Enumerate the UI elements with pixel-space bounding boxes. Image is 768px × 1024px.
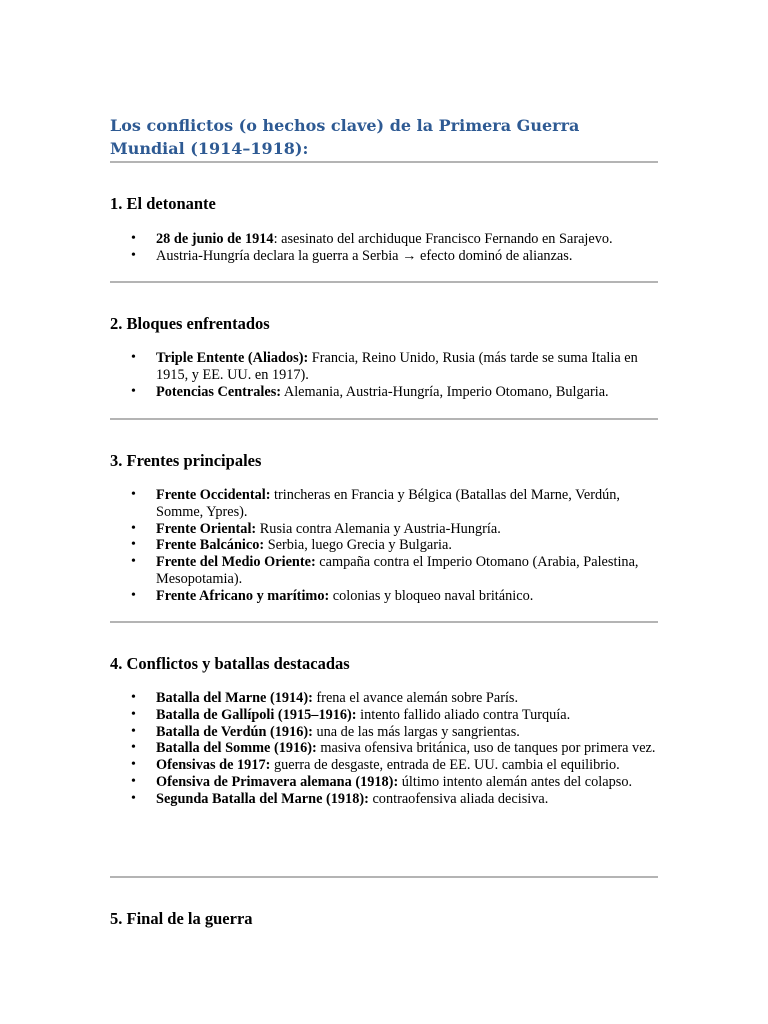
bullet-term: Potencias Centrales:	[156, 383, 282, 400]
list-item	[110, 350, 658, 384]
bullet-text: Serbia, luego Grecia y Bulgaria.	[264, 537, 452, 554]
list-item	[110, 248, 658, 265]
bullet-text: colonias y bloqueo naval británico.	[329, 587, 534, 604]
bullet-icon: •	[131, 773, 136, 789]
bullet-icon: •	[131, 350, 136, 365]
bullet-icon: •	[131, 706, 136, 722]
bullet-text: último intento alemán antes del colapso.	[398, 773, 633, 790]
bullet-term: Frente del Medio Oriente:	[156, 554, 316, 571]
list-item	[110, 724, 658, 741]
bullet-text: Francia, Reino Unido, Rusia (más tarde se suma Italia en 1915, y EE. UU. en 1917).	[156, 350, 638, 383]
bullet-text: contraofensiva aliada decisiva.	[368, 790, 549, 807]
bullet-list	[110, 690, 658, 808]
section-heading: 3. Frentes principales	[110, 451, 262, 470]
list-item	[110, 521, 658, 538]
bullet-term: Batalla del Marne (1914):	[156, 690, 313, 706]
bullet-term: Ofensivas de 1917:	[156, 757, 271, 774]
bullet-term: Ofensiva de Primavera alemana (1918):	[156, 773, 399, 790]
list-item	[110, 537, 658, 554]
section-divider	[110, 621, 658, 623]
bullet-term: Segunda Batalla del Marne (1918):	[156, 790, 369, 807]
bullet-term: Frente Africano y marítimo:	[156, 587, 330, 604]
bullet-term: Batalla del Somme (1916):	[156, 740, 317, 757]
bullet-icon: •	[131, 554, 136, 570]
list-item	[110, 554, 658, 588]
list-item	[110, 791, 658, 808]
bullet-term: Triple Entente (Aliados):	[156, 350, 309, 366]
bullet-icon: •	[131, 487, 136, 502]
list-item	[110, 774, 658, 791]
bullet-list	[110, 487, 658, 605]
bullet-icon: •	[131, 537, 136, 553]
bullet-text: intento fallido aliado contra Turquía.	[356, 706, 571, 723]
list-item	[110, 384, 658, 401]
title-divider	[110, 161, 658, 163]
section-final-guerra	[110, 909, 658, 929]
bullet-text: : asesinato del archiduque Francisco Fernando en Sarajevo.	[273, 231, 613, 247]
bullet-icon: •	[131, 690, 136, 705]
bullet-term: 28 de junio de 1914	[156, 231, 274, 247]
list-item	[110, 707, 658, 724]
bullet-term: Frente Oriental:	[156, 520, 257, 537]
section-heading: 1. El detonante	[110, 194, 216, 213]
bullet-icon: •	[131, 520, 136, 536]
section-heading: 4. Conflictos y batallas destacadas	[110, 654, 350, 673]
bullet-text: trincheras en Francia y Bélgica (Batallas del Marne, Verdún, Somme, Ypres).	[156, 487, 620, 520]
bullet-icon: •	[131, 383, 136, 399]
list-item	[110, 757, 658, 774]
bullet-term: Frente Occidental:	[156, 487, 271, 503]
bullet-term: Batalla de Verdún (1916):	[156, 723, 313, 740]
section-frentes-principales	[110, 451, 658, 605]
bullet-icon: •	[131, 790, 136, 806]
document-title: Los conflictos (o hechos clave) de la Primera Guerra Mundial (1914–1918):	[110, 116, 580, 158]
section-divider	[110, 281, 658, 283]
section-bloques-enfrentados	[110, 314, 658, 400]
section-heading: 5. Final de la guerra	[110, 909, 253, 928]
section-divider	[110, 876, 658, 878]
bullet-term: Batalla de Gallípoli (1915–1916):	[156, 706, 357, 723]
section-divider	[110, 418, 658, 420]
list-item	[110, 231, 658, 248]
section-conflictos-batallas	[110, 654, 658, 808]
bullet-icon: •	[131, 757, 136, 773]
bullet-text: masiva ofensiva británica, uso de tanques por primera vez.	[316, 740, 656, 757]
bullet-text: Alemania, Austria-Hungría, Imperio Otomano, Bulgaria.	[281, 383, 609, 400]
list-item	[110, 690, 658, 707]
list-item	[110, 588, 658, 605]
bullet-list	[110, 231, 658, 265]
bullet-text: Rusia contra Alemania y Austria-Hungría.	[256, 520, 501, 537]
section-heading: 2. Bloques enfrentados	[110, 314, 270, 333]
bullet-list	[110, 350, 658, 400]
bullet-icon: •	[131, 247, 136, 263]
bullet-text: Austria-Hungría declara la guerra a Serbia → efecto dominó de alianzas.	[156, 247, 573, 264]
bullet-text: campaña contra el Imperio Otomano (Arabia, Palestina, Mesopotamia).	[156, 554, 639, 587]
section-el-detonante	[110, 194, 658, 265]
list-item	[110, 740, 658, 757]
list-item	[110, 487, 658, 521]
bullet-text: frena el avance alemán sobre París.	[312, 690, 519, 706]
bullet-icon: •	[131, 723, 136, 739]
bullet-text: guerra de desgaste, entrada de EE. UU. cambia el equilibrio.	[270, 757, 620, 774]
bullet-icon: •	[131, 587, 136, 603]
bullet-text: una de las más largas y sangrientas.	[312, 723, 520, 740]
bullet-icon: •	[131, 740, 136, 756]
bullet-icon: •	[131, 231, 136, 246]
bullet-term: Frente Balcánico:	[156, 537, 265, 554]
